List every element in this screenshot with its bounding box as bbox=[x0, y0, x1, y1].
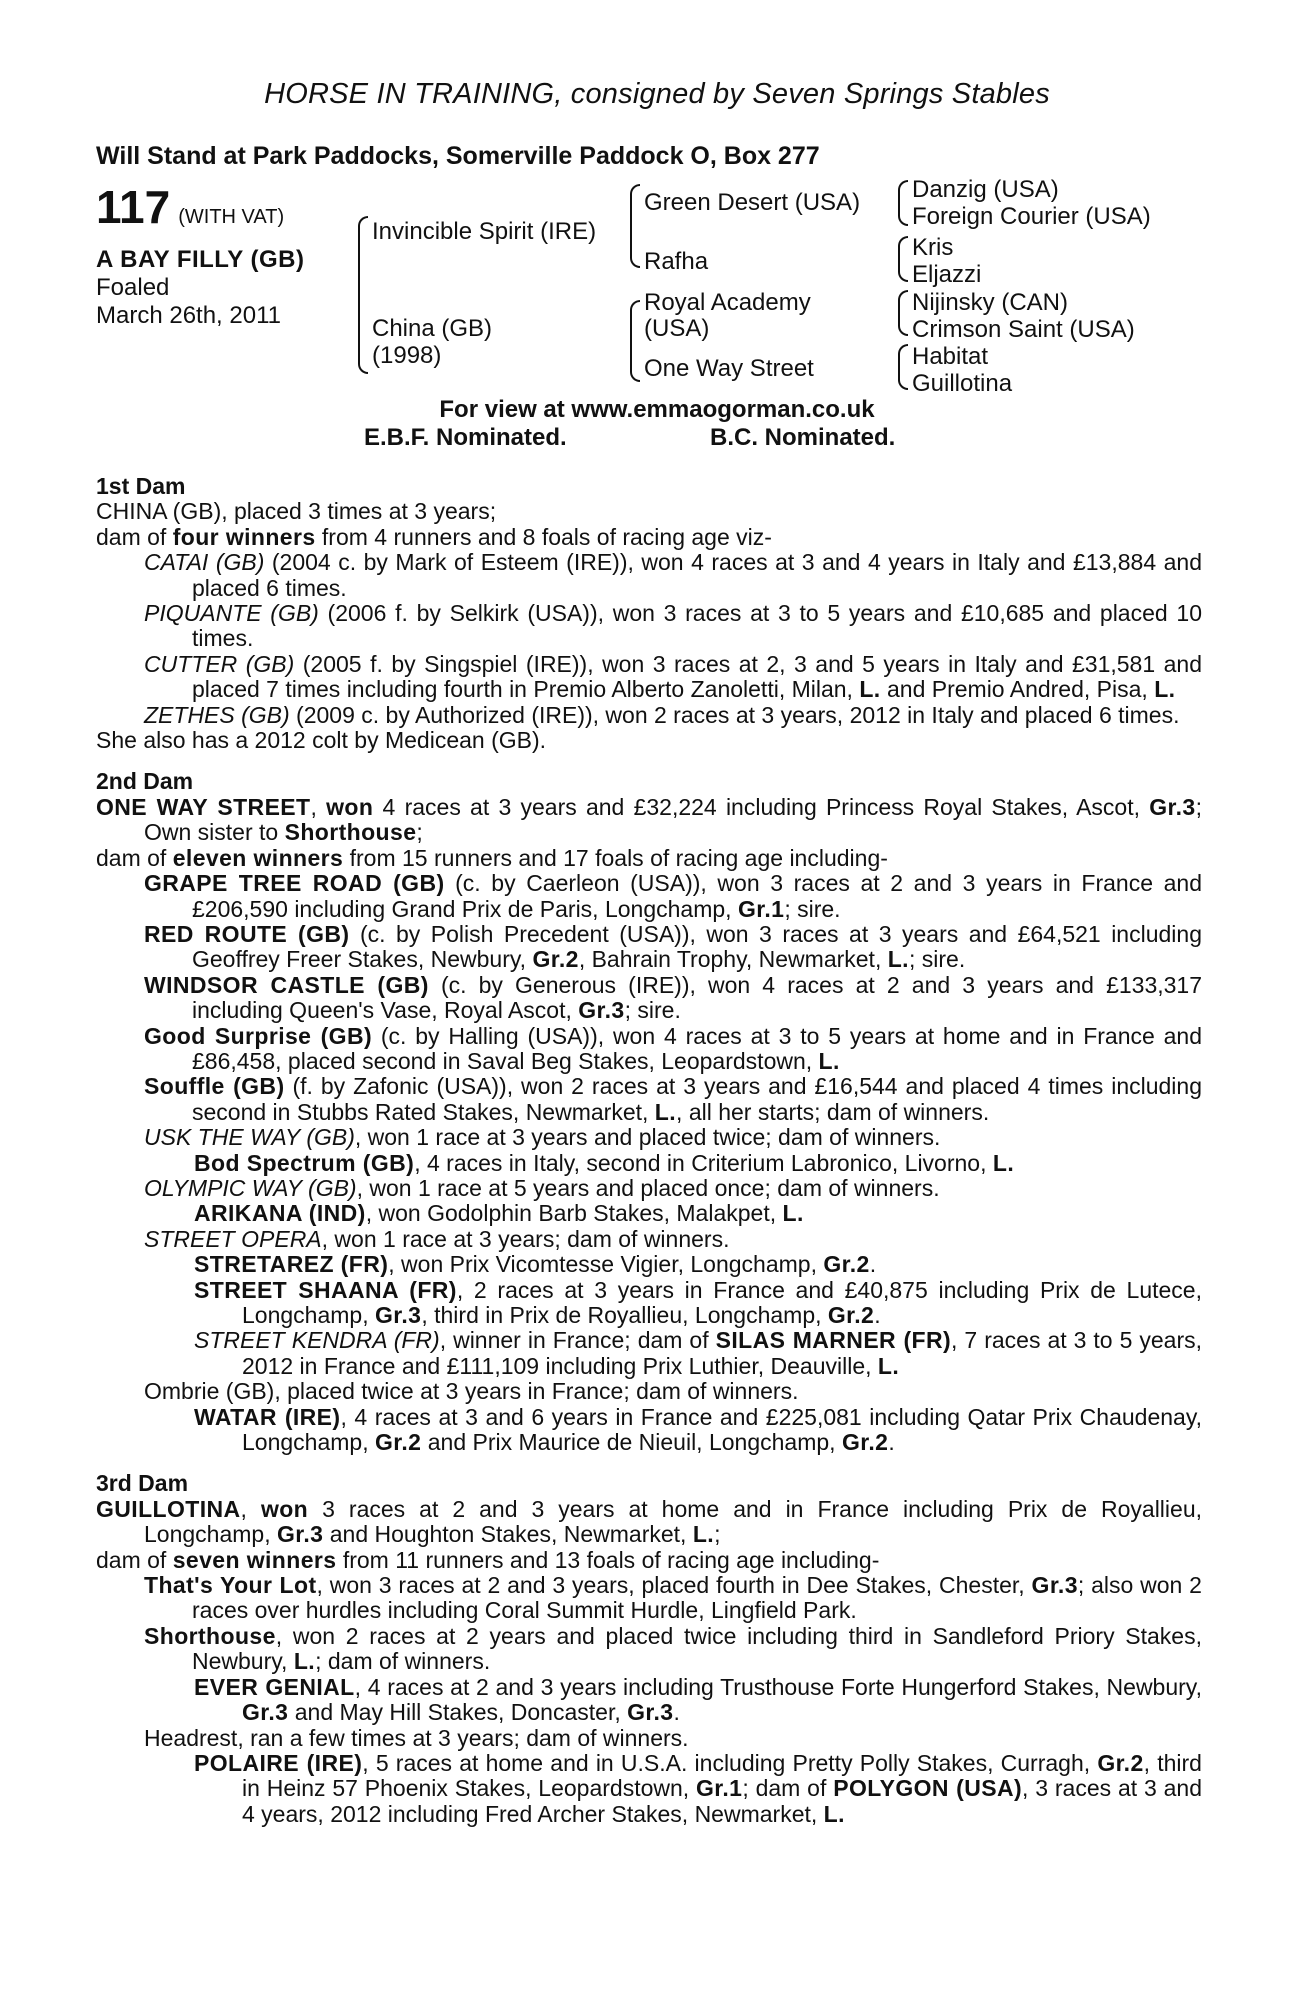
produce-name: RED ROUTE (GB) bbox=[144, 920, 350, 947]
sire-dam: Rafha bbox=[644, 248, 709, 275]
catalogue-body bbox=[96, 474, 1202, 1827]
produce-name: ARIKANA (IND) bbox=[194, 1200, 366, 1227]
grade: L. bbox=[654, 1098, 677, 1125]
produce-entry bbox=[96, 1278, 1202, 1329]
gg-sds: Kris bbox=[912, 234, 954, 261]
view-url: For view at www.emmaogorman.co.uk bbox=[439, 396, 875, 423]
produce-entry bbox=[96, 1573, 1202, 1624]
produce-name: STRETAREZ (FR) bbox=[194, 1251, 389, 1278]
text: dam of bbox=[96, 1546, 173, 1573]
text: and Premio Andred, Pisa, bbox=[880, 676, 1155, 703]
produce-entry bbox=[96, 1125, 1202, 1150]
brace-sire-dam bbox=[358, 216, 368, 374]
text: and Prix Maurice de Nieuil, Longchamp, bbox=[421, 1429, 842, 1456]
horse-ref: POLYGON (USA) bbox=[833, 1775, 1023, 1802]
produce-entry bbox=[96, 973, 1202, 1024]
horse-ref: Shorthouse bbox=[284, 819, 417, 846]
produce-entry bbox=[96, 1252, 1202, 1277]
text: from 4 runners and 8 foals of racing age viz- bbox=[315, 523, 772, 550]
third-dam-line bbox=[96, 1497, 1202, 1548]
text: (2009 c. by Authorized (IRE)), won 2 races at 3 years, 2012 in Italy and placed 6 times. bbox=[289, 701, 1180, 728]
text: . bbox=[888, 1429, 895, 1456]
text: 3 races at 2 and 3 years at home and in France including Prix de Royallieu, Longchamp, bbox=[144, 1495, 1202, 1548]
grade: Gr.3 bbox=[374, 1302, 422, 1328]
text: (2005 f. by Singspiel (IRE)), won 3 races at 2, 3 and 5 years in Italy and £31,581 and placed 7 times including fourth in Premio Alberto Zanoletti, Milan, bbox=[192, 650, 1202, 703]
text: (2004 c. by Mark of Esteem (IRE)), won 4 races at 3 and 4 years in Italy and £13,884 and placed 6 times. bbox=[192, 549, 1202, 601]
text: won bbox=[260, 1495, 309, 1522]
produce-entry bbox=[96, 1151, 1202, 1176]
grade: Gr.3 bbox=[1149, 793, 1196, 820]
dam-year: (1998) bbox=[372, 342, 442, 369]
lot-header bbox=[96, 180, 284, 234]
text: ; sire. bbox=[908, 946, 966, 973]
text: , 4 races at 3 and 6 years in France and £225,081 including Qatar Prix Chaudenay, Longchamp, bbox=[242, 1403, 1203, 1456]
text: ; bbox=[416, 819, 423, 846]
foaled-date: March 26th, 2011 bbox=[96, 302, 282, 329]
produce-name: STREET KENDRA (FR) bbox=[194, 1327, 440, 1354]
text: , all her starts; dam of winners. bbox=[676, 1098, 990, 1125]
produce-name: PIQUANTE (GB) bbox=[144, 600, 319, 627]
produce-entry bbox=[96, 703, 1202, 728]
text: , won 1 race at 3 years and placed twice; dam of winners. bbox=[354, 1124, 941, 1151]
produce-entry: Headrest, ran a few times at 3 years; dam of winners. bbox=[144, 1724, 689, 1751]
grade: L. bbox=[692, 1521, 715, 1548]
produce-name: ZETHES (GB) bbox=[144, 701, 290, 728]
dam-dam: One Way Street bbox=[644, 355, 814, 382]
brace-ds bbox=[898, 290, 908, 336]
text: , won Prix Vicomtesse Vigier, Longchamp, bbox=[388, 1251, 824, 1278]
text: , won 1 race at 3 years; dam of winners. bbox=[321, 1225, 730, 1252]
produce-name: Shorthouse bbox=[144, 1622, 276, 1649]
text: (c. by Caerleon (USA)), won 3 races at 2 and 3 years in France and £206,590 including Grand Prix de Paris, Longchamp, bbox=[192, 870, 1203, 922]
grade: L. bbox=[823, 1800, 845, 1827]
page-title: HORSE IN TRAINING, consigned by Seven Springs Stables bbox=[264, 78, 1050, 110]
ebf-nominated: E.B.F. Nominated. bbox=[364, 424, 567, 451]
produce-name: USK THE WAY (GB) bbox=[144, 1124, 355, 1151]
grade: Gr.2 bbox=[823, 1251, 870, 1278]
grade: L. bbox=[782, 1200, 804, 1227]
sire-sire: Green Desert (USA) bbox=[644, 189, 861, 216]
grade: L. bbox=[293, 1648, 316, 1675]
horse-name: A BAY FILLY (GB) bbox=[96, 246, 305, 273]
winners-count: eleven winners bbox=[172, 844, 344, 871]
grade: Gr.1 bbox=[696, 1775, 743, 1802]
dam-sire: Royal Academy bbox=[644, 289, 811, 316]
produce-name: CUTTER (GB) bbox=[144, 650, 295, 677]
text: , 5 races at home and in U.S.A. including Pretty Polly Stakes, Curragh, bbox=[362, 1749, 1098, 1776]
produce-entry bbox=[96, 871, 1202, 922]
dam-name: GUILLOTINA bbox=[96, 1495, 241, 1522]
gg-ssd: Foreign Courier (USA) bbox=[912, 203, 1151, 230]
produce-name: OLYMPIC WAY (GB) bbox=[144, 1174, 357, 1201]
grade: Gr.3 bbox=[578, 997, 625, 1024]
produce-name: EVER GENIAL bbox=[194, 1673, 355, 1700]
text: . bbox=[874, 1302, 881, 1328]
text: ; sire. bbox=[784, 895, 841, 922]
second-dam-produce bbox=[96, 846, 1202, 871]
produce-entry bbox=[96, 1227, 1202, 1252]
text: and Houghton Stakes, Newmarket, bbox=[323, 1521, 693, 1548]
second-dam-heading: 2nd Dam bbox=[96, 768, 194, 795]
text: (f. by Zafonic (USA)), won 2 races at 3 years and £16,544 and placed 4 times including second in Stubbs Rated Stakes, Newmarket, bbox=[192, 1073, 1202, 1125]
horse-ref: SILAS MARNER (FR) bbox=[715, 1327, 952, 1354]
text: (2006 f. by Selkirk (USA)), won 3 races at 3 to 5 years and £10,685 and placed 10 times. bbox=[192, 600, 1202, 652]
gg-dds: Habitat bbox=[912, 343, 989, 370]
text: 4 races at 3 years and £32,224 including Princess Royal Stakes, Ascot, bbox=[373, 793, 1150, 820]
grade: Gr.2 bbox=[532, 946, 579, 973]
first-dam-produce bbox=[96, 525, 1202, 550]
text: ; bbox=[714, 1521, 721, 1548]
grade: Gr.3 bbox=[276, 1521, 324, 1548]
produce-name: Good Surprise (GB) bbox=[144, 1022, 373, 1049]
grade: Gr.2 bbox=[827, 1302, 875, 1328]
gg-dsd: Crimson Saint (USA) bbox=[912, 316, 1135, 343]
produce-entry bbox=[96, 1405, 1202, 1456]
first-dam-footnote: She also has a 2012 colt by Medicean (GB). bbox=[96, 727, 547, 754]
foaled-label: Foaled bbox=[96, 274, 170, 301]
stand-location: Will Stand at Park Paddocks, Somerville Paddock O, Box 277 bbox=[96, 142, 820, 170]
text: and May Hill Stakes, Doncaster, bbox=[288, 1699, 628, 1726]
produce-entry bbox=[96, 1201, 1202, 1226]
produce-entry bbox=[96, 922, 1202, 973]
produce-entry bbox=[96, 1675, 1202, 1726]
horse-info bbox=[96, 246, 304, 330]
produce-entry bbox=[96, 1024, 1202, 1075]
grade: L. bbox=[887, 946, 909, 973]
produce-entry bbox=[96, 550, 1202, 601]
text: from 15 runners and 17 foals of racing age including- bbox=[343, 844, 888, 871]
gg-dss: Nijinsky (CAN) bbox=[912, 289, 1068, 316]
text: (c. by Halling (USA)), won 4 races at 3 to 5 years at home and in France and £86,458, placed second in Saval Beg Stakes, Leopardstown, bbox=[192, 1022, 1202, 1074]
brace-sire bbox=[630, 184, 640, 268]
lot-number: 117 bbox=[96, 181, 171, 233]
text: , won 3 races at 2 and 3 years, placed fourth in Dee Stakes, Chester, bbox=[316, 1572, 1032, 1599]
produce-name: POLAIRE (IRE) bbox=[194, 1749, 363, 1776]
brace-dd bbox=[898, 344, 908, 390]
text: , 7 races at 3 to 5 years, 2012 in France and £111,109 including Prix Luthier, Deauville, bbox=[242, 1327, 1202, 1379]
text: ; also won 2 races over hurdles including Coral Summit Hurdle, Lingfield Park. bbox=[192, 1572, 1202, 1624]
produce-entry bbox=[96, 1624, 1202, 1675]
produce-entry bbox=[96, 1751, 1202, 1827]
gg-ddd: Guillotina bbox=[912, 370, 1013, 397]
grade: L. bbox=[859, 676, 881, 703]
produce-name: GRAPE TREE ROAD (GB) bbox=[144, 870, 445, 897]
dam-sire-country: (USA) bbox=[644, 315, 710, 342]
winners-count: seven winners bbox=[172, 1546, 337, 1573]
produce-entry bbox=[96, 652, 1202, 703]
produce-entry bbox=[96, 601, 1202, 652]
third-dam-heading: 3rd Dam bbox=[96, 1470, 189, 1497]
text: ; Own sister to bbox=[144, 793, 1202, 846]
text: , bbox=[310, 793, 327, 820]
brace-ss bbox=[898, 180, 908, 226]
produce-name: STREET OPERA bbox=[144, 1225, 322, 1252]
sire: Invincible Spirit (IRE) bbox=[372, 218, 597, 245]
first-dam-heading: 1st Dam bbox=[96, 473, 186, 499]
grade: Gr.2 bbox=[841, 1429, 889, 1456]
produce-name: STREET SHAANA (FR) bbox=[194, 1276, 457, 1303]
produce-name: CATAI (GB) bbox=[144, 549, 265, 576]
text: , 4 races at 2 and 3 years including Trusthouse Forte Hungerford Stakes, Newbury, bbox=[354, 1673, 1202, 1700]
produce-entry bbox=[96, 1328, 1202, 1379]
brace-sd bbox=[898, 236, 908, 282]
text: from 11 runners and 13 foals of racing age including- bbox=[336, 1546, 880, 1573]
text: , 4 races in Italy, second in Criterium Labronico, Livorno, bbox=[414, 1149, 993, 1176]
grade: Gr.3 bbox=[242, 1699, 289, 1726]
gg-sss: Danzig (USA) bbox=[912, 176, 1059, 203]
text: (c. by Generous (IRE)), won 4 races at 2 and 3 years and £133,317 including Queen's Vase, Royal Ascot, bbox=[192, 971, 1202, 1024]
text: , third in Prix de Royallieu, Longchamp, bbox=[421, 1302, 828, 1328]
text: , won 1 race at 5 years and placed once; dam of winners. bbox=[356, 1174, 940, 1201]
produce-entry bbox=[96, 1176, 1202, 1201]
produce-entry: Ombrie (GB), placed twice at 3 years in France; dam of winners. bbox=[144, 1378, 799, 1405]
text: . bbox=[869, 1251, 877, 1278]
bc-nominated: B.C. Nominated. bbox=[710, 424, 896, 451]
dam-name: ONE WAY STREET bbox=[96, 793, 311, 820]
text: ; sire. bbox=[624, 997, 681, 1024]
grade: Gr.3 bbox=[627, 1699, 674, 1726]
produce-name: That's Your Lot bbox=[144, 1572, 317, 1599]
gg-sdd: Eljazzi bbox=[912, 261, 982, 288]
text: , third in Heinz 57 Phoenix Stakes, Leopardstown, bbox=[242, 1749, 1202, 1802]
vat-note: (WITH VAT) bbox=[178, 206, 285, 228]
grade: Gr.3 bbox=[1031, 1572, 1078, 1599]
text: ; dam of bbox=[742, 1775, 834, 1802]
third-dam-produce bbox=[96, 1548, 1202, 1573]
text: (c. by Polish Precedent (USA)), won 3 races at 3 years and £64,521 including Geoffrey Freer Stakes, Newbury, bbox=[192, 920, 1202, 973]
second-dam-line bbox=[96, 795, 1202, 846]
text: , won Godolphin Barb Stakes, Malakpet, bbox=[365, 1200, 783, 1227]
text: , 3 races at 3 and 4 years, 2012 including Fred Archer Stakes, Newmarket, bbox=[242, 1775, 1202, 1827]
text: . bbox=[673, 1699, 680, 1726]
grade: Gr.2 bbox=[1097, 1749, 1144, 1776]
winners-count: four winners bbox=[172, 523, 316, 550]
text: , Bahrain Trophy, Newmarket, bbox=[578, 946, 888, 973]
produce-name: Bod Spectrum (GB) bbox=[194, 1149, 415, 1176]
text: , won 2 races at 2 years and placed twice including third in Sandleford Priory Stakes, Newbury, bbox=[192, 1622, 1202, 1675]
text: ; dam of winners. bbox=[315, 1648, 491, 1675]
text: dam of bbox=[96, 523, 173, 550]
produce-name: Souffle (GB) bbox=[144, 1073, 285, 1100]
produce-name: WATAR (IRE) bbox=[194, 1403, 341, 1430]
grade: L. bbox=[992, 1149, 1015, 1176]
text: won bbox=[326, 793, 374, 820]
grade: L. bbox=[877, 1352, 900, 1379]
brace-dam bbox=[630, 300, 640, 382]
grade: L. bbox=[818, 1047, 840, 1074]
text: , winner in France; dam of bbox=[439, 1327, 716, 1354]
produce-name: WINDSOR CASTLE (GB) bbox=[144, 971, 429, 998]
first-dam-line: CHINA (GB), placed 3 times at 3 years; bbox=[96, 498, 497, 525]
text: dam of bbox=[96, 844, 173, 871]
produce-entry bbox=[96, 1074, 1202, 1125]
grade: Gr.2 bbox=[374, 1429, 422, 1456]
grade: Gr.1 bbox=[737, 895, 785, 922]
grade: L. bbox=[1154, 676, 1176, 703]
text: , 2 races at 3 years in France and £40,875 including Prix de Lutece, Longchamp, bbox=[242, 1276, 1202, 1328]
dam: China (GB) bbox=[372, 315, 493, 342]
text: , bbox=[240, 1495, 261, 1522]
